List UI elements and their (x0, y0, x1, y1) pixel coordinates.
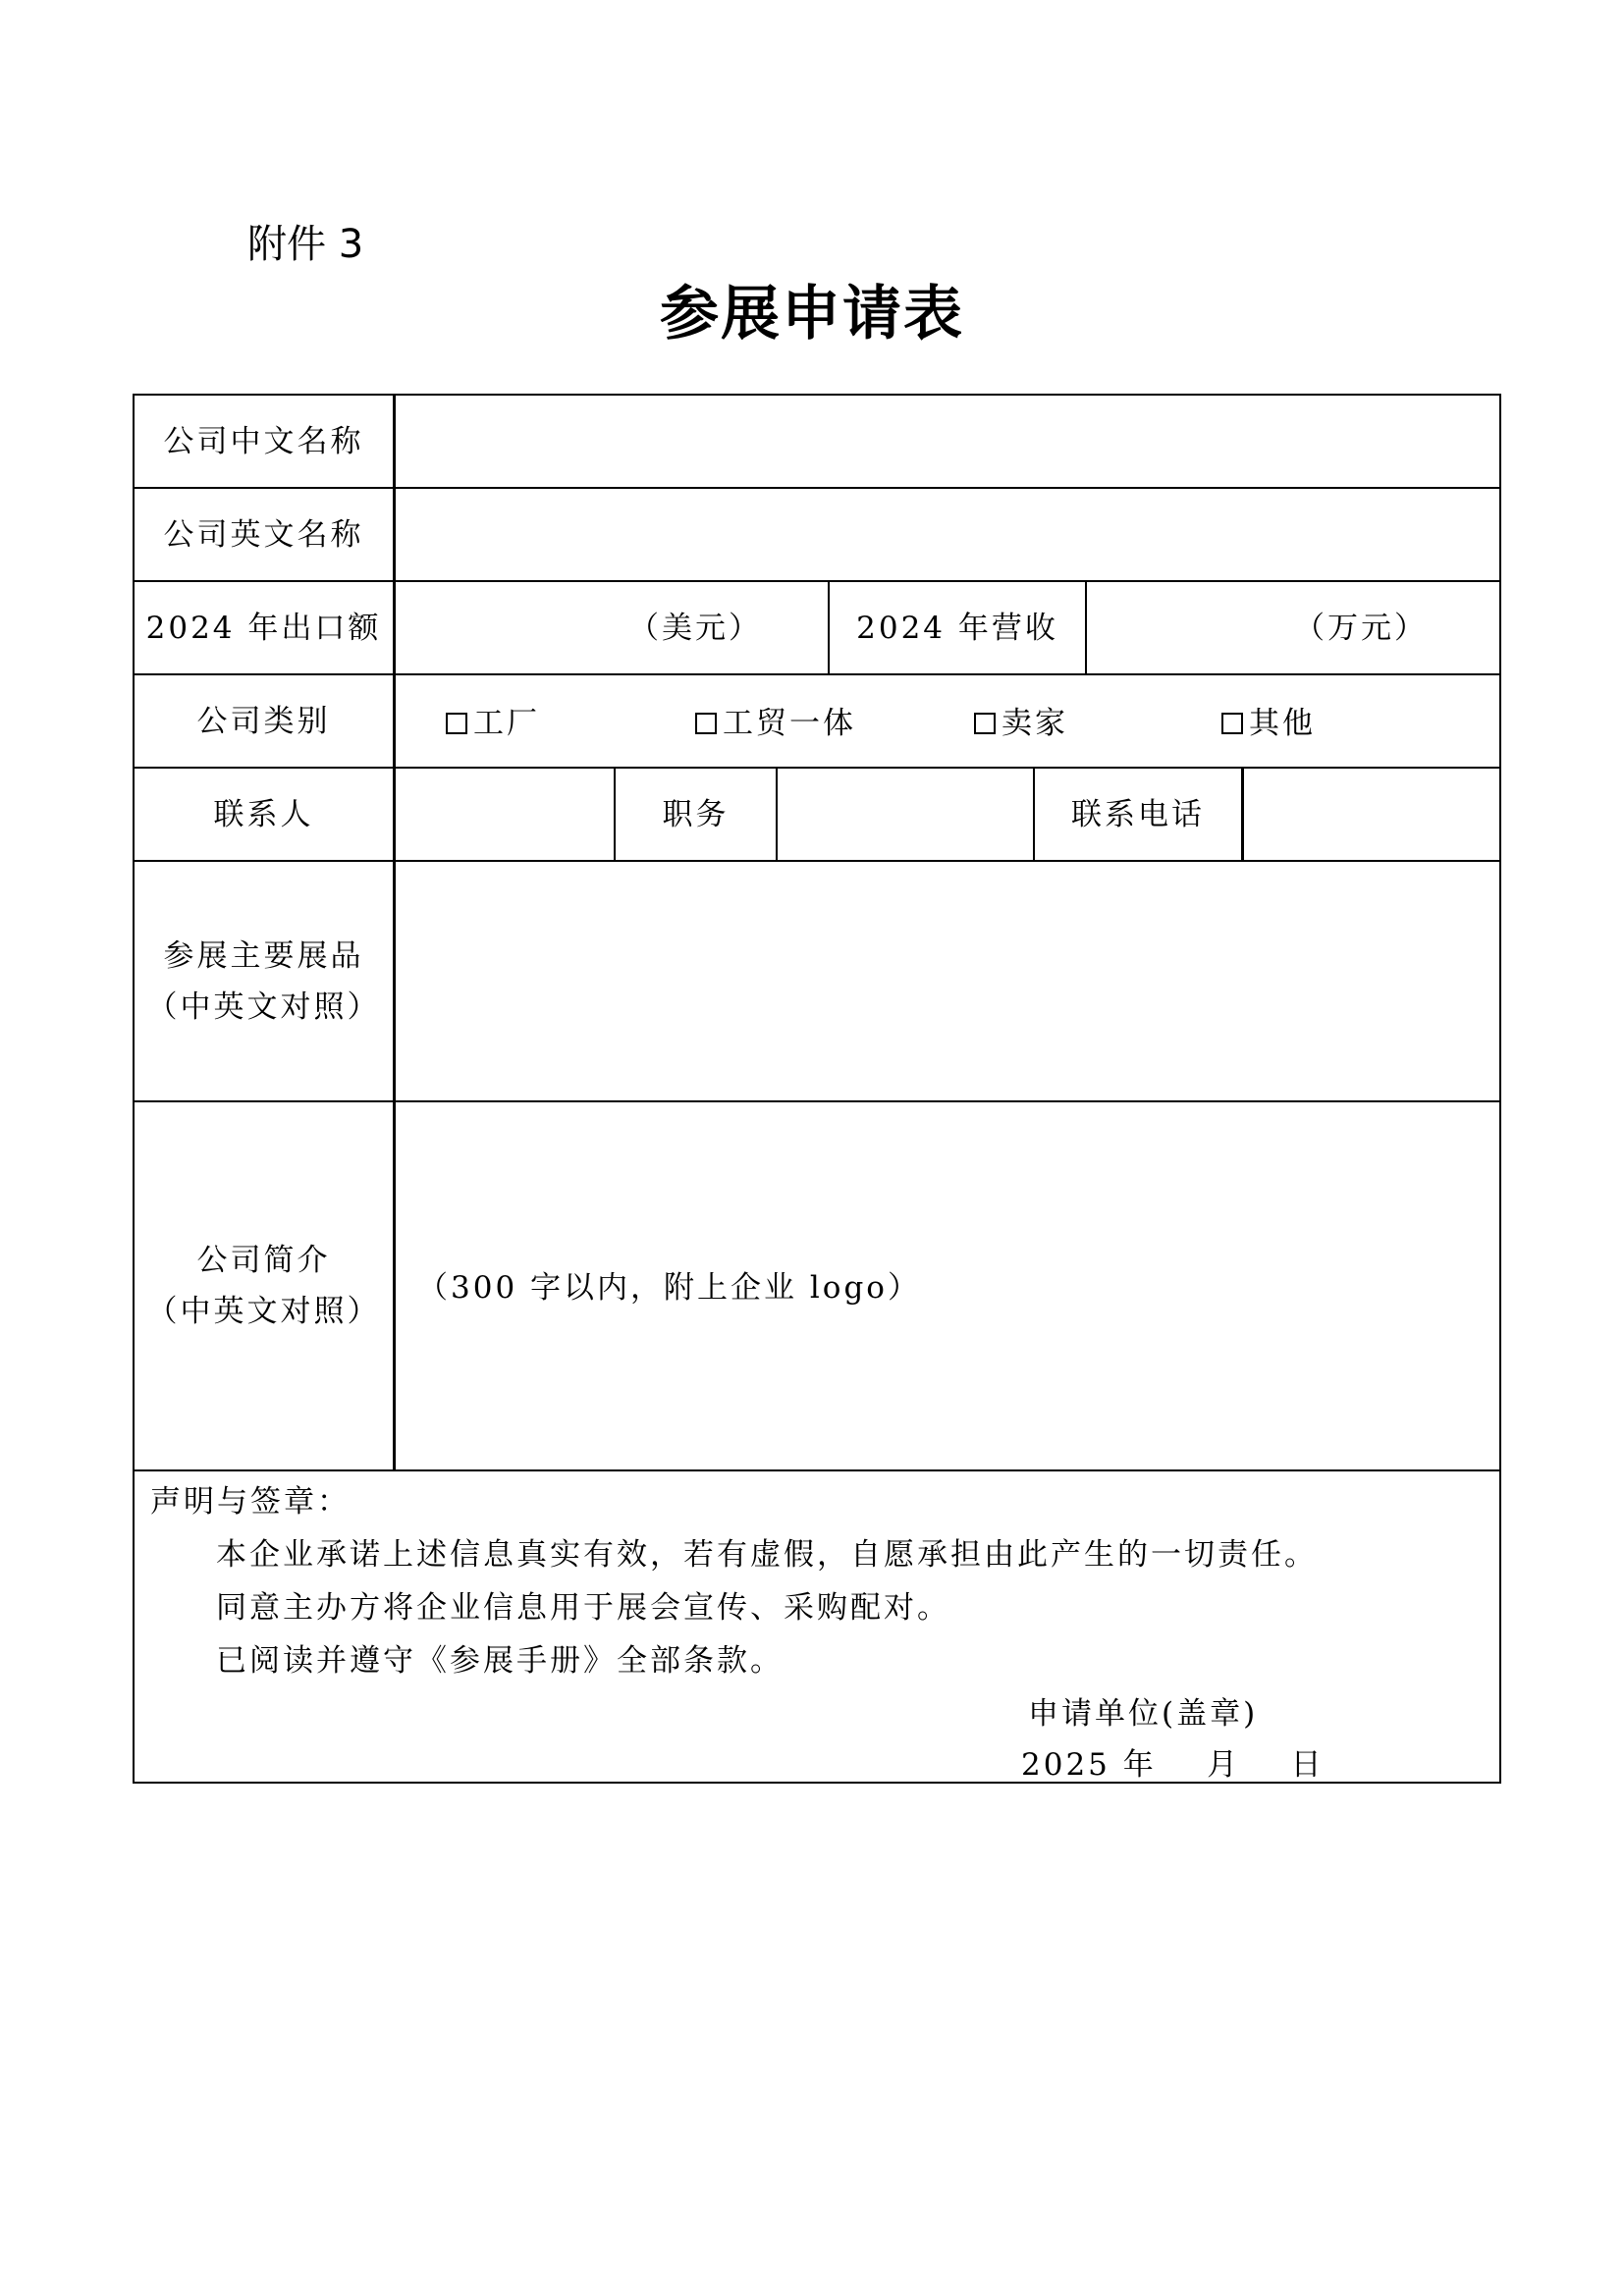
export-unit: （美元） (628, 611, 762, 646)
main-exhibits-label-line2: （中英文对照） (146, 988, 381, 1025)
page-title: 参展申请表 (660, 280, 964, 348)
checkbox-icon[interactable] (446, 713, 467, 734)
category-option-factory-trade[interactable] (693, 704, 856, 743)
export-amount-field[interactable] (396, 582, 828, 673)
row-divider (133, 1469, 1501, 1471)
category-option-factory[interactable] (444, 704, 540, 743)
export-amount-label: 2024 年出口额 (145, 610, 382, 646)
company-en-name-label: 公司英文名称 (163, 516, 364, 553)
main-exhibits-label-line1: 参展主要展品 (163, 937, 364, 974)
position-field[interactable] (778, 769, 1033, 860)
revenue-label: 2024 年营收 (856, 610, 1058, 646)
category-option-other[interactable] (1219, 704, 1316, 743)
revenue-unit: （万元） (1294, 611, 1428, 646)
company-profile-label-line1: 公司简介 (196, 1243, 331, 1278)
category-option-label: 卖家 (1001, 706, 1068, 741)
category-option-label: 其他 (1249, 706, 1316, 741)
company-category-label: 公司类别 (196, 703, 331, 739)
phone-label: 联系电话 (1071, 796, 1205, 832)
declaration-heading: 声明与签章： (150, 1484, 351, 1520)
company-profile-label-line2: （中英文对照） (146, 1294, 381, 1329)
declaration-line: 同意主办方将企业信息用于展会宣传、采购配对。 (216, 1590, 950, 1626)
contact-person-label: 联系人 (213, 796, 314, 832)
signature-date: 2025 年 月 日 (1021, 1747, 1325, 1783)
main-exhibits-label (135, 862, 393, 1100)
company-cn-name-label: 公司中文名称 (163, 423, 364, 459)
attachment-number: 附件 3 (247, 222, 364, 267)
position-label: 职务 (662, 796, 730, 832)
contact-person-field[interactable] (396, 769, 614, 860)
main-exhibits-field[interactable] (396, 862, 1499, 1100)
category-option-label: 工贸一体 (723, 706, 856, 741)
signature-label: 申请单位(盖章) (1028, 1696, 1259, 1732)
declaration-line: 已阅读并遵守《参展手册》全部条款。 (216, 1643, 784, 1679)
company-en-name-field[interactable] (396, 489, 1499, 580)
category-option-label: 工厂 (473, 706, 540, 741)
declaration-line: 本企业承诺上述信息真实有效，若有虚假，自愿承担由此产生的一切责任。 (216, 1537, 1318, 1573)
checkbox-icon[interactable] (695, 713, 717, 734)
category-option-seller[interactable] (972, 704, 1068, 743)
checkbox-icon[interactable] (1221, 713, 1243, 734)
revenue-field[interactable] (1087, 582, 1499, 673)
phone-field[interactable] (1244, 769, 1499, 860)
company-cn-name-field[interactable] (396, 396, 1499, 487)
company-profile-hint: （300 字以内，附上企业 logo） (417, 1270, 921, 1306)
company-profile-label (135, 1102, 393, 1469)
checkbox-icon[interactable] (974, 713, 996, 734)
